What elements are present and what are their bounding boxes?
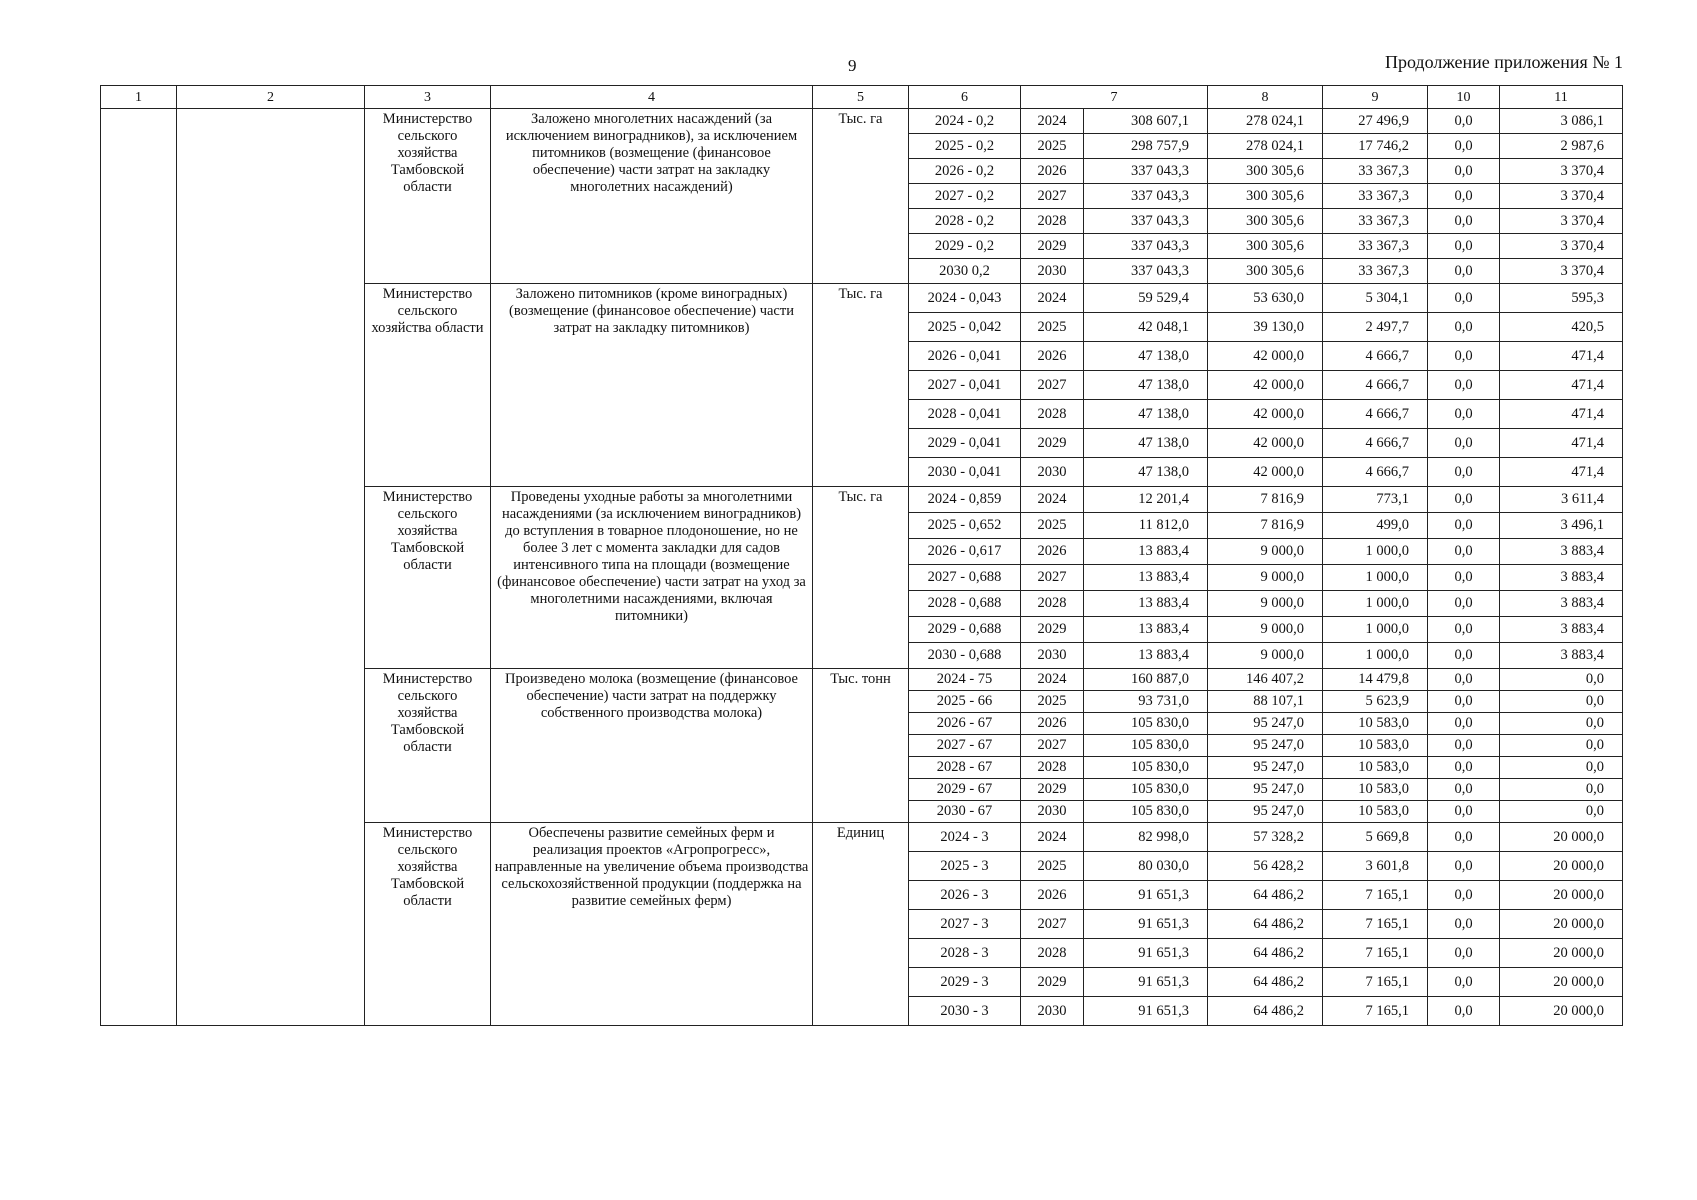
unit-cell: Единиц xyxy=(813,823,909,1026)
federal-amount-cell: 9 000,0 xyxy=(1208,591,1323,617)
year-cell: 2025 xyxy=(1021,852,1084,881)
total-amount-cell: 298 757,9 xyxy=(1084,134,1208,159)
local-amount-cell: 0,0 xyxy=(1428,159,1500,184)
year-cell: 2030 xyxy=(1021,458,1084,487)
federal-amount-cell: 300 305,6 xyxy=(1208,259,1323,284)
local-amount-cell: 0,0 xyxy=(1428,910,1500,939)
extra-budget-amount-cell: 3 883,4 xyxy=(1500,617,1623,643)
regional-amount-cell: 10 583,0 xyxy=(1323,779,1428,801)
target-value-cell: 2028 - 67 xyxy=(909,757,1021,779)
total-amount-cell: 91 651,3 xyxy=(1084,910,1208,939)
total-amount-cell: 82 998,0 xyxy=(1084,823,1208,852)
target-value-cell: 2030 - 0,688 xyxy=(909,643,1021,669)
extra-budget-amount-cell: 471,4 xyxy=(1500,429,1623,458)
local-amount-cell: 0,0 xyxy=(1428,184,1500,209)
target-value-cell: 2029 - 67 xyxy=(909,779,1021,801)
total-amount-cell: 11 812,0 xyxy=(1084,513,1208,539)
extra-budget-amount-cell: 471,4 xyxy=(1500,371,1623,400)
total-amount-cell: 13 883,4 xyxy=(1084,643,1208,669)
unit-cell: Тыс. тонн xyxy=(813,669,909,823)
local-amount-cell: 0,0 xyxy=(1428,997,1500,1026)
federal-amount-cell: 9 000,0 xyxy=(1208,643,1323,669)
target-value-cell: 2030 - 0,041 xyxy=(909,458,1021,487)
total-amount-cell: 59 529,4 xyxy=(1084,284,1208,313)
regional-amount-cell: 773,1 xyxy=(1323,487,1428,513)
target-value-cell: 2029 - 0,2 xyxy=(909,234,1021,259)
target-value-cell: 2028 - 0,2 xyxy=(909,209,1021,234)
target-value-cell: 2025 - 0,042 xyxy=(909,313,1021,342)
year-cell: 2028 xyxy=(1021,757,1084,779)
year-cell: 2028 xyxy=(1021,209,1084,234)
regional-amount-cell: 5 669,8 xyxy=(1323,823,1428,852)
regional-amount-cell: 4 666,7 xyxy=(1323,400,1428,429)
target-value-cell: 2024 - 0,2 xyxy=(909,109,1021,134)
total-amount-cell: 91 651,3 xyxy=(1084,881,1208,910)
header-cell: 4 xyxy=(491,86,813,109)
total-amount-cell: 308 607,1 xyxy=(1084,109,1208,134)
local-amount-cell: 0,0 xyxy=(1428,617,1500,643)
extra-budget-amount-cell: 3 086,1 xyxy=(1500,109,1623,134)
federal-amount-cell: 42 000,0 xyxy=(1208,371,1323,400)
regional-amount-cell: 4 666,7 xyxy=(1323,371,1428,400)
year-cell: 2030 xyxy=(1021,801,1084,823)
year-cell: 2025 xyxy=(1021,691,1084,713)
year-cell: 2027 xyxy=(1021,735,1084,757)
extra-budget-amount-cell: 3 611,4 xyxy=(1500,487,1623,513)
total-amount-cell: 91 651,3 xyxy=(1084,968,1208,997)
total-amount-cell: 105 830,0 xyxy=(1084,801,1208,823)
target-value-cell: 2029 - 3 xyxy=(909,968,1021,997)
federal-amount-cell: 7 816,9 xyxy=(1208,487,1323,513)
year-cell: 2029 xyxy=(1021,617,1084,643)
total-amount-cell: 13 883,4 xyxy=(1084,591,1208,617)
year-cell: 2030 xyxy=(1021,259,1084,284)
federal-amount-cell: 42 000,0 xyxy=(1208,342,1323,371)
column-1-cell xyxy=(101,109,177,1026)
regional-amount-cell: 10 583,0 xyxy=(1323,713,1428,735)
year-cell: 2027 xyxy=(1021,184,1084,209)
local-amount-cell: 0,0 xyxy=(1428,284,1500,313)
header-cell: 7 xyxy=(1021,86,1208,109)
regional-amount-cell: 2 497,7 xyxy=(1323,313,1428,342)
local-amount-cell: 0,0 xyxy=(1428,691,1500,713)
extra-budget-amount-cell: 3 496,1 xyxy=(1500,513,1623,539)
regional-amount-cell: 1 000,0 xyxy=(1323,539,1428,565)
year-cell: 2025 xyxy=(1021,134,1084,159)
year-cell: 2030 xyxy=(1021,643,1084,669)
extra-budget-amount-cell: 3 370,4 xyxy=(1500,234,1623,259)
local-amount-cell: 0,0 xyxy=(1428,342,1500,371)
target-value-cell: 2024 - 75 xyxy=(909,669,1021,691)
local-amount-cell: 0,0 xyxy=(1428,429,1500,458)
target-value-cell: 2026 - 3 xyxy=(909,881,1021,910)
total-amount-cell: 105 830,0 xyxy=(1084,779,1208,801)
header-cell: 3 xyxy=(365,86,491,109)
header-row xyxy=(101,86,1623,109)
regional-amount-cell: 499,0 xyxy=(1323,513,1428,539)
target-value-cell: 2025 - 66 xyxy=(909,691,1021,713)
local-amount-cell: 0,0 xyxy=(1428,757,1500,779)
extra-budget-amount-cell: 20 000,0 xyxy=(1500,910,1623,939)
extra-budget-amount-cell: 20 000,0 xyxy=(1500,939,1623,968)
year-cell: 2028 xyxy=(1021,591,1084,617)
local-amount-cell: 0,0 xyxy=(1428,735,1500,757)
year-cell: 2026 xyxy=(1021,713,1084,735)
extra-budget-amount-cell: 0,0 xyxy=(1500,757,1623,779)
year-cell: 2024 xyxy=(1021,109,1084,134)
total-amount-cell: 91 651,3 xyxy=(1084,997,1208,1026)
description-cell: Заложено многолетних насаждений (за исключением виноградников), за исключением питомников (возмещение (финансовое обеспечение) части затрат на закладку многолетних насаждений) xyxy=(491,109,813,284)
total-amount-cell: 13 883,4 xyxy=(1084,565,1208,591)
regional-amount-cell: 14 479,8 xyxy=(1323,669,1428,691)
federal-amount-cell: 146 407,2 xyxy=(1208,669,1323,691)
target-value-cell: 2028 - 0,041 xyxy=(909,400,1021,429)
regional-amount-cell: 7 165,1 xyxy=(1323,939,1428,968)
total-amount-cell: 105 830,0 xyxy=(1084,757,1208,779)
year-cell: 2029 xyxy=(1021,779,1084,801)
header-cell: 9 xyxy=(1323,86,1428,109)
federal-amount-cell: 9 000,0 xyxy=(1208,565,1323,591)
extra-budget-amount-cell: 471,4 xyxy=(1500,458,1623,487)
year-cell: 2025 xyxy=(1021,313,1084,342)
total-amount-cell: 47 138,0 xyxy=(1084,458,1208,487)
regional-amount-cell: 33 367,3 xyxy=(1323,259,1428,284)
regional-amount-cell: 17 746,2 xyxy=(1323,134,1428,159)
regional-amount-cell: 1 000,0 xyxy=(1323,565,1428,591)
extra-budget-amount-cell: 420,5 xyxy=(1500,313,1623,342)
year-cell: 2028 xyxy=(1021,400,1084,429)
federal-amount-cell: 39 130,0 xyxy=(1208,313,1323,342)
total-amount-cell: 13 883,4 xyxy=(1084,539,1208,565)
total-amount-cell: 91 651,3 xyxy=(1084,939,1208,968)
target-value-cell: 2026 - 0,617 xyxy=(909,539,1021,565)
local-amount-cell: 0,0 xyxy=(1428,209,1500,234)
ministry-cell: Министерство сельского хозяйства области xyxy=(365,284,491,487)
regional-amount-cell: 4 666,7 xyxy=(1323,342,1428,371)
table-body xyxy=(101,109,1623,1026)
extra-budget-amount-cell: 3 370,4 xyxy=(1500,159,1623,184)
extra-budget-amount-cell: 0,0 xyxy=(1500,801,1623,823)
local-amount-cell: 0,0 xyxy=(1428,713,1500,735)
federal-amount-cell: 9 000,0 xyxy=(1208,617,1323,643)
year-cell: 2025 xyxy=(1021,513,1084,539)
local-amount-cell: 0,0 xyxy=(1428,513,1500,539)
total-amount-cell: 337 043,3 xyxy=(1084,234,1208,259)
federal-amount-cell: 88 107,1 xyxy=(1208,691,1323,713)
regional-amount-cell: 1 000,0 xyxy=(1323,617,1428,643)
target-value-cell: 2027 - 67 xyxy=(909,735,1021,757)
federal-amount-cell: 56 428,2 xyxy=(1208,852,1323,881)
regional-amount-cell: 7 165,1 xyxy=(1323,910,1428,939)
description-cell: Произведено молока (возмещение (финансовое обеспечение) части затрат на поддержку собственного производства молока) xyxy=(491,669,813,823)
target-value-cell: 2029 - 0,041 xyxy=(909,429,1021,458)
extra-budget-amount-cell: 3 883,4 xyxy=(1500,539,1623,565)
extra-budget-amount-cell: 0,0 xyxy=(1500,779,1623,801)
local-amount-cell: 0,0 xyxy=(1428,852,1500,881)
regional-amount-cell: 5 623,9 xyxy=(1323,691,1428,713)
table-row xyxy=(101,109,1623,134)
extra-budget-amount-cell: 471,4 xyxy=(1500,400,1623,429)
header-cell: 8 xyxy=(1208,86,1323,109)
extra-budget-amount-cell: 20 000,0 xyxy=(1500,968,1623,997)
local-amount-cell: 0,0 xyxy=(1428,823,1500,852)
federal-amount-cell: 53 630,0 xyxy=(1208,284,1323,313)
description-cell: Обеспечены развитие семейных ферм и реализация проектов «Агропрогресс», направленные на увеличение объема производства сельскохозяйственной продукции (поддержка на развитие семейных ферм) xyxy=(491,823,813,1026)
regional-amount-cell: 27 496,9 xyxy=(1323,109,1428,134)
target-value-cell: 2030 0,2 xyxy=(909,259,1021,284)
regional-amount-cell: 7 165,1 xyxy=(1323,968,1428,997)
total-amount-cell: 47 138,0 xyxy=(1084,429,1208,458)
local-amount-cell: 0,0 xyxy=(1428,313,1500,342)
local-amount-cell: 0,0 xyxy=(1428,487,1500,513)
year-cell: 2024 xyxy=(1021,823,1084,852)
target-value-cell: 2030 - 67 xyxy=(909,801,1021,823)
regional-amount-cell: 33 367,3 xyxy=(1323,184,1428,209)
description-cell: Проведены уходные работы за многолетними насаждениями (за исключением виноградников) до вступления в товарное плодоношение, но не более 3 лет с момента закладки для садов интенсивного типа на площади (возмещение (финансовое обеспечение) части затрат на уход за многолетними насаждениями, включая питомники) xyxy=(491,487,813,669)
federal-amount-cell: 7 816,9 xyxy=(1208,513,1323,539)
appendix-table xyxy=(100,85,1623,1026)
target-value-cell: 2026 - 67 xyxy=(909,713,1021,735)
unit-cell: Тыс. га xyxy=(813,487,909,669)
target-value-cell: 2025 - 0,2 xyxy=(909,134,1021,159)
federal-amount-cell: 64 486,2 xyxy=(1208,910,1323,939)
extra-budget-amount-cell: 2 987,6 xyxy=(1500,134,1623,159)
extra-budget-amount-cell: 3 370,4 xyxy=(1500,209,1623,234)
regional-amount-cell: 1 000,0 xyxy=(1323,591,1428,617)
ministry-cell: Министерство сельского хозяйства Тамбовской области xyxy=(365,109,491,284)
target-value-cell: 2025 - 0,652 xyxy=(909,513,1021,539)
target-value-cell: 2024 - 0,859 xyxy=(909,487,1021,513)
target-value-cell: 2024 - 3 xyxy=(909,823,1021,852)
local-amount-cell: 0,0 xyxy=(1428,643,1500,669)
target-value-cell: 2028 - 3 xyxy=(909,939,1021,968)
total-amount-cell: 47 138,0 xyxy=(1084,342,1208,371)
federal-amount-cell: 64 486,2 xyxy=(1208,997,1323,1026)
local-amount-cell: 0,0 xyxy=(1428,801,1500,823)
ministry-cell: Министерство сельского хозяйства Тамбовской области xyxy=(365,823,491,1026)
federal-amount-cell: 95 247,0 xyxy=(1208,801,1323,823)
extra-budget-amount-cell: 3 883,4 xyxy=(1500,643,1623,669)
federal-amount-cell: 95 247,0 xyxy=(1208,735,1323,757)
extra-budget-amount-cell: 0,0 xyxy=(1500,735,1623,757)
regional-amount-cell: 33 367,3 xyxy=(1323,234,1428,259)
federal-amount-cell: 64 486,2 xyxy=(1208,881,1323,910)
regional-amount-cell: 10 583,0 xyxy=(1323,757,1428,779)
local-amount-cell: 0,0 xyxy=(1428,234,1500,259)
total-amount-cell: 13 883,4 xyxy=(1084,617,1208,643)
appendix-continuation-label: Продолжение приложения № 1 xyxy=(1384,52,1623,72)
local-amount-cell: 0,0 xyxy=(1428,779,1500,801)
regional-amount-cell: 3 601,8 xyxy=(1323,852,1428,881)
extra-budget-amount-cell: 0,0 xyxy=(1500,713,1623,735)
ministry-cell: Министерство сельского хозяйства Тамбовской области xyxy=(365,669,491,823)
federal-amount-cell: 42 000,0 xyxy=(1208,458,1323,487)
year-cell: 2030 xyxy=(1021,997,1084,1026)
local-amount-cell: 0,0 xyxy=(1428,259,1500,284)
target-value-cell: 2026 - 0,041 xyxy=(909,342,1021,371)
federal-amount-cell: 42 000,0 xyxy=(1208,429,1323,458)
federal-amount-cell: 64 486,2 xyxy=(1208,968,1323,997)
federal-amount-cell: 57 328,2 xyxy=(1208,823,1323,852)
local-amount-cell: 0,0 xyxy=(1428,134,1500,159)
total-amount-cell: 47 138,0 xyxy=(1084,400,1208,429)
target-value-cell: 2025 - 3 xyxy=(909,852,1021,881)
target-value-cell: 2027 - 0,688 xyxy=(909,565,1021,591)
total-amount-cell: 80 030,0 xyxy=(1084,852,1208,881)
header-cell: 11 xyxy=(1500,86,1623,109)
federal-amount-cell: 95 247,0 xyxy=(1208,757,1323,779)
extra-budget-amount-cell: 3 883,4 xyxy=(1500,565,1623,591)
regional-amount-cell: 4 666,7 xyxy=(1323,429,1428,458)
year-cell: 2027 xyxy=(1021,910,1084,939)
federal-amount-cell: 300 305,6 xyxy=(1208,159,1323,184)
local-amount-cell: 0,0 xyxy=(1428,565,1500,591)
regional-amount-cell: 10 583,0 xyxy=(1323,801,1428,823)
year-cell: 2027 xyxy=(1021,371,1084,400)
year-cell: 2026 xyxy=(1021,881,1084,910)
local-amount-cell: 0,0 xyxy=(1428,591,1500,617)
target-value-cell: 2027 - 3 xyxy=(909,910,1021,939)
regional-amount-cell: 7 165,1 xyxy=(1323,997,1428,1026)
header-cell: 2 xyxy=(177,86,365,109)
federal-amount-cell: 95 247,0 xyxy=(1208,779,1323,801)
header-cell: 10 xyxy=(1428,86,1500,109)
year-cell: 2026 xyxy=(1021,342,1084,371)
extra-budget-amount-cell: 3 370,4 xyxy=(1500,184,1623,209)
federal-amount-cell: 95 247,0 xyxy=(1208,713,1323,735)
extra-budget-amount-cell: 20 000,0 xyxy=(1500,881,1623,910)
extra-budget-amount-cell: 3 883,4 xyxy=(1500,591,1623,617)
page-number: 9 xyxy=(848,56,857,75)
year-cell: 2029 xyxy=(1021,968,1084,997)
year-cell: 2029 xyxy=(1021,429,1084,458)
extra-budget-amount-cell: 3 370,4 xyxy=(1500,259,1623,284)
total-amount-cell: 337 043,3 xyxy=(1084,259,1208,284)
federal-amount-cell: 278 024,1 xyxy=(1208,134,1323,159)
target-value-cell: 2029 - 0,688 xyxy=(909,617,1021,643)
local-amount-cell: 0,0 xyxy=(1428,458,1500,487)
extra-budget-amount-cell: 0,0 xyxy=(1500,691,1623,713)
extra-budget-amount-cell: 20 000,0 xyxy=(1500,852,1623,881)
column-2-cell xyxy=(177,109,365,1026)
total-amount-cell: 105 830,0 xyxy=(1084,735,1208,757)
federal-amount-cell: 300 305,6 xyxy=(1208,209,1323,234)
year-cell: 2024 xyxy=(1021,669,1084,691)
target-value-cell: 2027 - 0,041 xyxy=(909,371,1021,400)
extra-budget-amount-cell: 0,0 xyxy=(1500,669,1623,691)
regional-amount-cell: 33 367,3 xyxy=(1323,159,1428,184)
target-value-cell: 2024 - 0,043 xyxy=(909,284,1021,313)
unit-cell: Тыс. га xyxy=(813,109,909,284)
extra-budget-amount-cell: 20 000,0 xyxy=(1500,997,1623,1026)
ministry-cell: Министерство сельского хозяйства Тамбовской области xyxy=(365,487,491,669)
header-cell: 6 xyxy=(909,86,1021,109)
federal-amount-cell: 9 000,0 xyxy=(1208,539,1323,565)
total-amount-cell: 93 731,0 xyxy=(1084,691,1208,713)
local-amount-cell: 0,0 xyxy=(1428,881,1500,910)
federal-amount-cell: 300 305,6 xyxy=(1208,234,1323,259)
local-amount-cell: 0,0 xyxy=(1428,939,1500,968)
total-amount-cell: 337 043,3 xyxy=(1084,159,1208,184)
total-amount-cell: 105 830,0 xyxy=(1084,713,1208,735)
regional-amount-cell: 10 583,0 xyxy=(1323,735,1428,757)
local-amount-cell: 0,0 xyxy=(1428,669,1500,691)
total-amount-cell: 12 201,4 xyxy=(1084,487,1208,513)
year-cell: 2026 xyxy=(1021,539,1084,565)
regional-amount-cell: 5 304,1 xyxy=(1323,284,1428,313)
extra-budget-amount-cell: 471,4 xyxy=(1500,342,1623,371)
year-cell: 2029 xyxy=(1021,234,1084,259)
total-amount-cell: 42 048,1 xyxy=(1084,313,1208,342)
regional-amount-cell: 7 165,1 xyxy=(1323,881,1428,910)
total-amount-cell: 337 043,3 xyxy=(1084,209,1208,234)
unit-cell: Тыс. га xyxy=(813,284,909,487)
total-amount-cell: 337 043,3 xyxy=(1084,184,1208,209)
target-value-cell: 2028 - 0,688 xyxy=(909,591,1021,617)
target-value-cell: 2030 - 3 xyxy=(909,997,1021,1026)
federal-amount-cell: 64 486,2 xyxy=(1208,939,1323,968)
local-amount-cell: 0,0 xyxy=(1428,371,1500,400)
federal-amount-cell: 278 024,1 xyxy=(1208,109,1323,134)
year-cell: 2024 xyxy=(1021,284,1084,313)
target-value-cell: 2027 - 0,2 xyxy=(909,184,1021,209)
federal-amount-cell: 300 305,6 xyxy=(1208,184,1323,209)
regional-amount-cell: 1 000,0 xyxy=(1323,643,1428,669)
total-amount-cell: 47 138,0 xyxy=(1084,371,1208,400)
header-cell: 1 xyxy=(101,86,177,109)
description-cell: Заложено питомников (кроме виноградных) (возмещение (финансовое обеспечение) части затрат на закладку питомников) xyxy=(491,284,813,487)
local-amount-cell: 0,0 xyxy=(1428,968,1500,997)
regional-amount-cell: 33 367,3 xyxy=(1323,209,1428,234)
year-cell: 2026 xyxy=(1021,159,1084,184)
regional-amount-cell: 4 666,7 xyxy=(1323,458,1428,487)
federal-amount-cell: 42 000,0 xyxy=(1208,400,1323,429)
target-value-cell: 2026 - 0,2 xyxy=(909,159,1021,184)
year-cell: 2027 xyxy=(1021,565,1084,591)
header-cell: 5 xyxy=(813,86,909,109)
extra-budget-amount-cell: 20 000,0 xyxy=(1500,823,1623,852)
year-cell: 2024 xyxy=(1021,487,1084,513)
extra-budget-amount-cell: 595,3 xyxy=(1500,284,1623,313)
local-amount-cell: 0,0 xyxy=(1428,109,1500,134)
year-cell: 2028 xyxy=(1021,939,1084,968)
local-amount-cell: 0,0 xyxy=(1428,539,1500,565)
local-amount-cell: 0,0 xyxy=(1428,400,1500,429)
total-amount-cell: 160 887,0 xyxy=(1084,669,1208,691)
